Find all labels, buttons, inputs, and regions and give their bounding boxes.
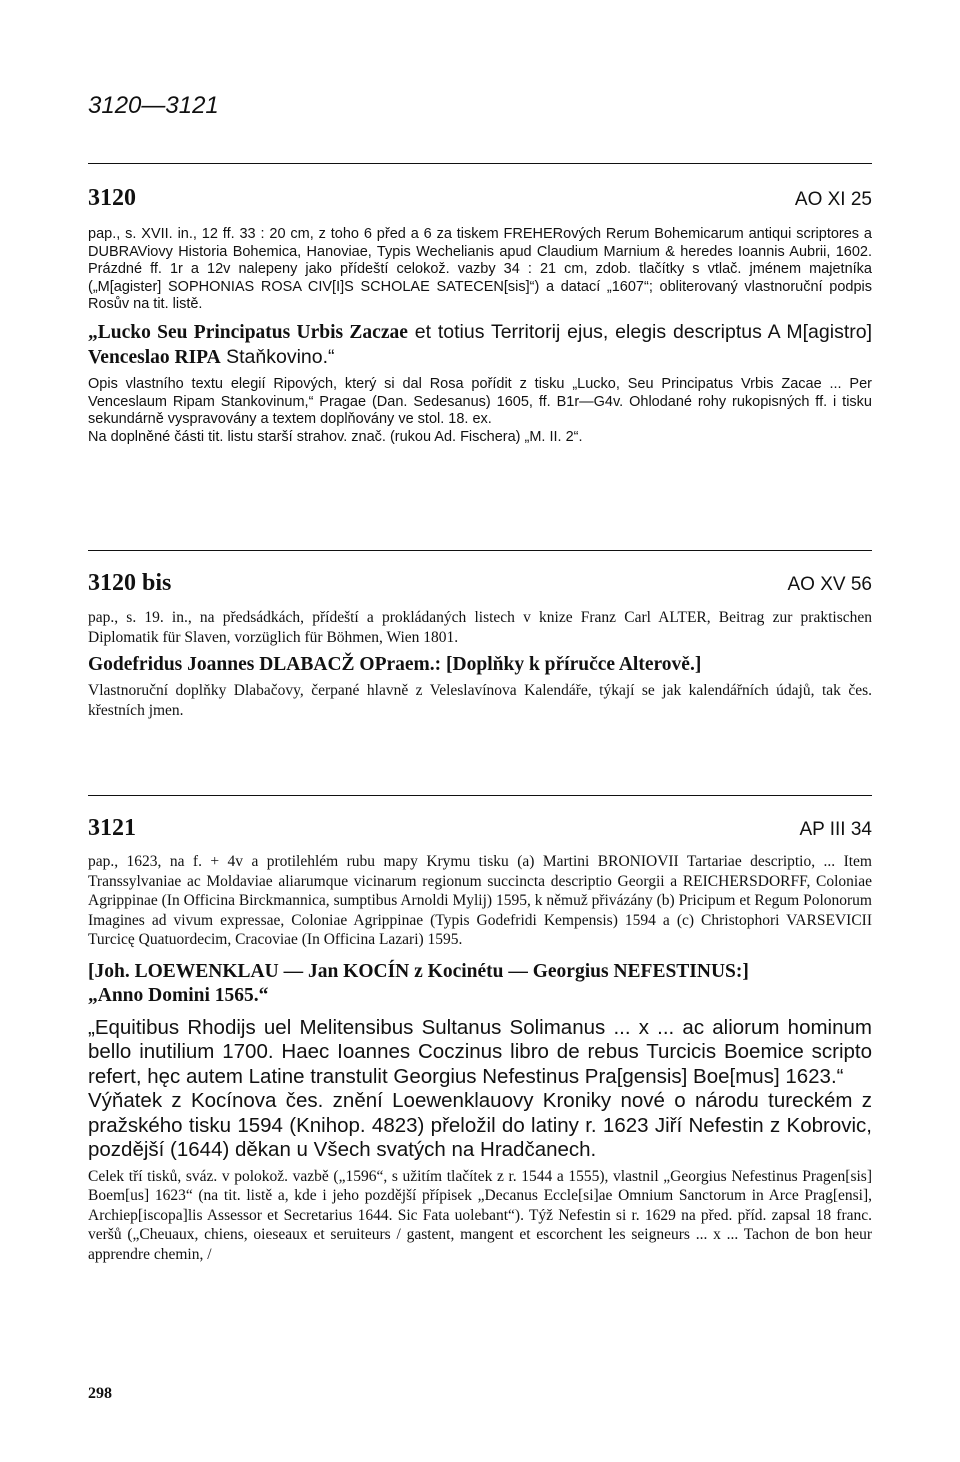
entry-header (88, 815, 872, 842)
entry-header (88, 570, 872, 597)
entry-heading: „Anno Domini 1565.“ (88, 984, 269, 1006)
physical-description: pap., s. 19. in., na předsádkách, přídeští a prokládaných listech v knize Franz Carl ALTER, Beitrag zur praktischen Diplomatik für Slaven, vorzüglich für Böhmen, Wien 1801. (88, 609, 872, 646)
quoted-incipit: „Equitibus Rhodijs uel Melitensibus Sultanus Solimanus ... x ... ac aliorum hominum bello inutilium 1700. Haec Ioannes Coczinus libro de rebus Turcicis Boemice scripto refert, hęc autem Latine transtulit Georgius Nefestinus Pra[gensis] Boe[mus] 1623.“ (88, 1015, 872, 1088)
excerpt-note: Výňatek z Kocínova čes. znění Loewenklauovy Kroniky nové o národu tureckém z pražského tisku 1594 (Knihop. 4823) přeložil do latiny r. 1623 Jiří Nefestin z Kobrovic, pozdější (1644) děkan u Všech svatých na Hradčanech. (88, 1089, 872, 1161)
entry-heading: Godefridus Joannes DLABACŽ OPraem.: [Doplňky k příručce Alterově.] (88, 654, 702, 675)
page-number: 298 (88, 1385, 112, 1402)
entry-number: 3120 (88, 185, 136, 211)
provenance-note: Na doplněné části tit. listu starší strahov. znač. (rukou Ad. Fischera) „M. II. 2“. (88, 428, 583, 445)
physical-description: pap., 1623, na f. + 4v a protilehlém rubu mapy Krymu tisku (a) Martini BRONIOVII Tartariae descriptio, ... Item Transsylvaniae ac Moldaviae aliarumque vicinarum regionum succincta descriptio Georgii a REICHERSDORFF, Coloniae Agrippinae (In Officina Birckmannica, sumptibus Arnoldi Mylij) 1595, k němuž přivázány (b) Pricipum et Regum Polonorum Imagines ad vivum expressae, Coloniae Agrippinae (Typis Godefridi Kempensis) 1594 a (c) Christophori VARSEVICII Turcicę Quatuordecim, Cracoviae (In Officina Lazari) 1595. (88, 853, 872, 948)
title-plain: et totius Territorij ejus, elegis descriptus A M[agistro] (407, 320, 873, 343)
entry-number: 3120 bis (88, 570, 172, 596)
running-head: 3120—3121 (88, 92, 219, 119)
entry-body (88, 226, 872, 446)
content-note: Vlastnoruční doplňky Dlabačovy, čerpané hlavně z Veleslavínova Kalendáře, týkají se jak kalendářních údajů, tak čes. křestních jmen. (88, 682, 872, 719)
content-note: Opis vlastního textu elegií Ripových, který si dal Rosa pořídit z tisku „Lucko, Seu Principatus Vrbis Zacae ... Per Venceslaum Ripam Stankovinum,“ Pragae (Dan. Sedesanus) 1605, ff. B1r—G4v. Ohlodané rohy rukopisných ff. i tisku sekundárně vyspravovány a textem doplňovány ve stol. 18. ex. (88, 375, 872, 428)
title-plain: Staňkovino.“ (220, 345, 335, 368)
work-title (88, 320, 872, 370)
entry-number: 3121 (88, 815, 136, 841)
provenance-note: Celek tří tisků, sváz. v polokož. vazbě („1596“, s užitím tlačítek z r. 1544 a 1555), vlastnil „Georgius Nefestinus Pragen[sis] Boem[us] 1623“ (na tit. listě a, kde i jeho pozdější přípisek „Decanus Eccle[si]ae Omnium Sanctorum in Arce Prag[ensi], Archiep[iscopa]lis Assessor et Secretarius 1644. Sic Fata uolebant“). Týž Nefestin si r. 1629 na před. příd. zapsal 18 franc. veršů („Cheuaux, chiens, oieseaux et seruiteurs / gastent, mangent et escorchent les seigneurs ... x ... Tachon de bon heur apprendre chemin, / (88, 1167, 872, 1263)
title-bold: „Lucko Seu Principatus Urbis Zaczae (88, 321, 408, 343)
shelf-signature: AO XV 56 (787, 574, 872, 595)
entry-rule (88, 795, 872, 796)
entry-heading: [Joh. LOEWENKLAU — Jan KOCÍN z Kocinétu — Georgius NEFESTINUS:] (88, 960, 749, 982)
shelf-signature: AP III 34 (799, 819, 872, 840)
shelf-signature: AO XI 25 (794, 189, 872, 210)
author-name: Venceslao RIPA (88, 346, 221, 368)
entry-body (88, 608, 872, 720)
entry-header (88, 185, 872, 212)
entry-rule (88, 550, 872, 551)
entry-rule (88, 163, 872, 164)
entry-body (88, 852, 872, 1264)
physical-description: pap., s. XVII. in., 12 ff. 33 : 20 cm, z toho 6 před a 6 za tiskem FREHERových Rerum Bohemicarum antiqui scriptores a DUBRAViovy Historia Bohemica, Hanoviae, Typis Wechelianis apud Claudium Marnium & heredes Ioannis Aubrii, 1602. Prázdné ff. 1r a 12v nalepeny jako přídeští celokož. vazby 34 : 21 cm, zdob. tlačítky s vtlač. jménem majetníka („M[agister] SOPHONIAS ROSA CIV[I]S SCHOLAE SATECEN[sis]“) a datací „1607“; obliterovaný vlastnoruční podpis Rosův na tit. listě. (88, 226, 872, 313)
